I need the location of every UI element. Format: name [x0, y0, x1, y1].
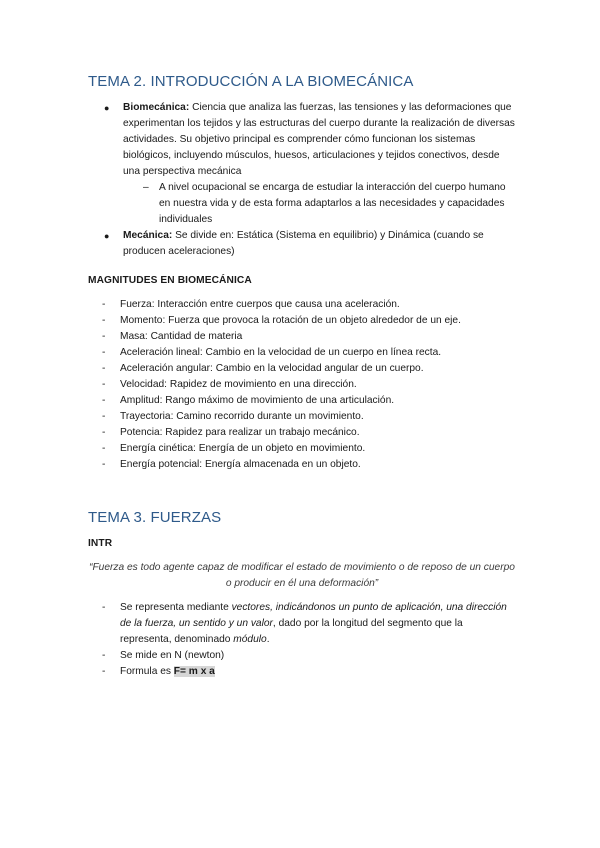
dash-icon: –: [143, 182, 149, 193]
dash-icon: -: [102, 379, 106, 390]
tema2-title: TEMA 2. INTRODUCCIÓN A LA BIOMECÁNICA: [88, 73, 414, 90]
dash-icon: -: [102, 331, 106, 342]
sub-item-ocupacional: [88, 180, 518, 228]
list-item-text: Energía cinética: Energía de un objeto en movimiento.: [120, 443, 366, 454]
list-item: [88, 393, 508, 409]
dash-icon: -: [102, 363, 106, 374]
list-item-text-italic: módulo: [233, 634, 267, 645]
list-item-text: Potencia: Rapidez para realizar un trabajo mecánico.: [120, 427, 360, 438]
dash-icon: -: [102, 459, 106, 470]
bullet-mecanica: [88, 228, 518, 260]
list-item-text: Masa: Cantidad de materia: [120, 331, 243, 342]
list-item-text-italic: vectores, indicándonos un punto de aplicación, una dirección de la fuerza, un sentido y un valor: [120, 602, 507, 629]
dash-icon: -: [102, 395, 106, 406]
bullet-text: Ciencia que analiza las fuerzas, las tensiones y las deformaciones que experimentan los tejidos y las estructuras del cuerpo durante la realización de diversas actividades. Su objetivo principal es comprender cómo funcionan los sistemas biológicos, incluyendo músculos, huesos, articulaciones y tejidos conectivos, desde una perspectiva mecánica: [123, 102, 515, 177]
bullet-text: Se divide en: Estática (Sistema en equilibrio) y Dinámica (cuando se producen aceleraciones): [123, 230, 484, 257]
list-item: [88, 664, 508, 680]
dash-icon: -: [102, 427, 106, 438]
dash-icon: -: [102, 347, 106, 358]
list-item: [88, 600, 508, 648]
list-item-text: Aceleración angular: Cambio en la velocidad angular de un cuerpo.: [120, 363, 424, 374]
dash-icon: -: [102, 315, 106, 326]
list-item: [88, 377, 508, 393]
list-item: [88, 345, 508, 361]
dash-icon: -: [102, 666, 106, 677]
list-item-text: Trayectoria: Camino recorrido durante un movimiento.: [120, 411, 364, 422]
list-item-text: Se mide en N (newton): [120, 650, 225, 661]
list-item-text: Amplitud: Rango máximo de movimiento de una articulación.: [120, 395, 395, 406]
list-item: [88, 329, 508, 345]
list-item: [88, 425, 508, 441]
definition-quote: “Fuerza es todo agente capaz de modificar el estado de movimiento o de reposo de un cuerpo o producir en él una deformación”: [89, 562, 515, 589]
list-item: [88, 409, 508, 425]
list-item: [88, 648, 508, 664]
list-item: [88, 313, 508, 329]
list-item-text: Formula es: [120, 666, 174, 677]
list-item: [88, 441, 508, 457]
tema2-bullet-list: [88, 100, 518, 260]
bullet-icon: ●: [104, 103, 110, 113]
formula-highlight: F= m x a: [173, 666, 215, 677]
list-item-text: , dado por la longitud del segmento que la representa, denominado: [120, 618, 463, 645]
magnitudes-list: [88, 297, 508, 473]
list-item-text: Energía potencial: Energía almacenada en un objeto.: [120, 459, 361, 470]
dash-icon: -: [102, 602, 106, 613]
list-item-text: Se representa mediante: [120, 602, 232, 613]
bullet-biomecanica: [88, 100, 518, 180]
list-item-text: Fuerza: Interacción entre cuerpos que causa una aceleración.: [120, 299, 400, 310]
intr-heading: INTR: [88, 538, 113, 549]
dash-icon: -: [102, 411, 106, 422]
list-item: [88, 457, 508, 473]
dash-icon: -: [102, 650, 106, 661]
fuerzas-list: [88, 600, 508, 680]
sub-item-text: A nivel ocupacional se encarga de estudiar la interacción del cuerpo humano en nuestra vida y de esta forma adaptarlos a las necesidades y capacidades individuales: [159, 182, 506, 225]
list-item-text: .: [266, 634, 270, 645]
bullet-label: Biomecánica:: [123, 102, 190, 113]
tema3-title: TEMA 3. FUERZAS: [88, 509, 222, 526]
list-item: [88, 361, 508, 377]
list-item-text: Velocidad: Rapidez de movimiento en una dirección.: [120, 379, 357, 390]
bullet-label: Mecánica:: [123, 230, 173, 241]
list-item-text: Aceleración lineal: Cambio en la velocidad de un cuerpo en línea recta.: [120, 347, 442, 358]
dash-icon: -: [102, 443, 106, 454]
list-item-text: Momento: Fuerza que provoca la rotación de un objeto alrededor de un eje.: [120, 315, 461, 326]
magnitudes-heading: MAGNITUDES EN BIOMECÁNICA: [88, 275, 252, 286]
bullet-icon: ●: [104, 231, 110, 241]
list-item: [88, 297, 508, 313]
dash-icon: -: [102, 299, 106, 310]
